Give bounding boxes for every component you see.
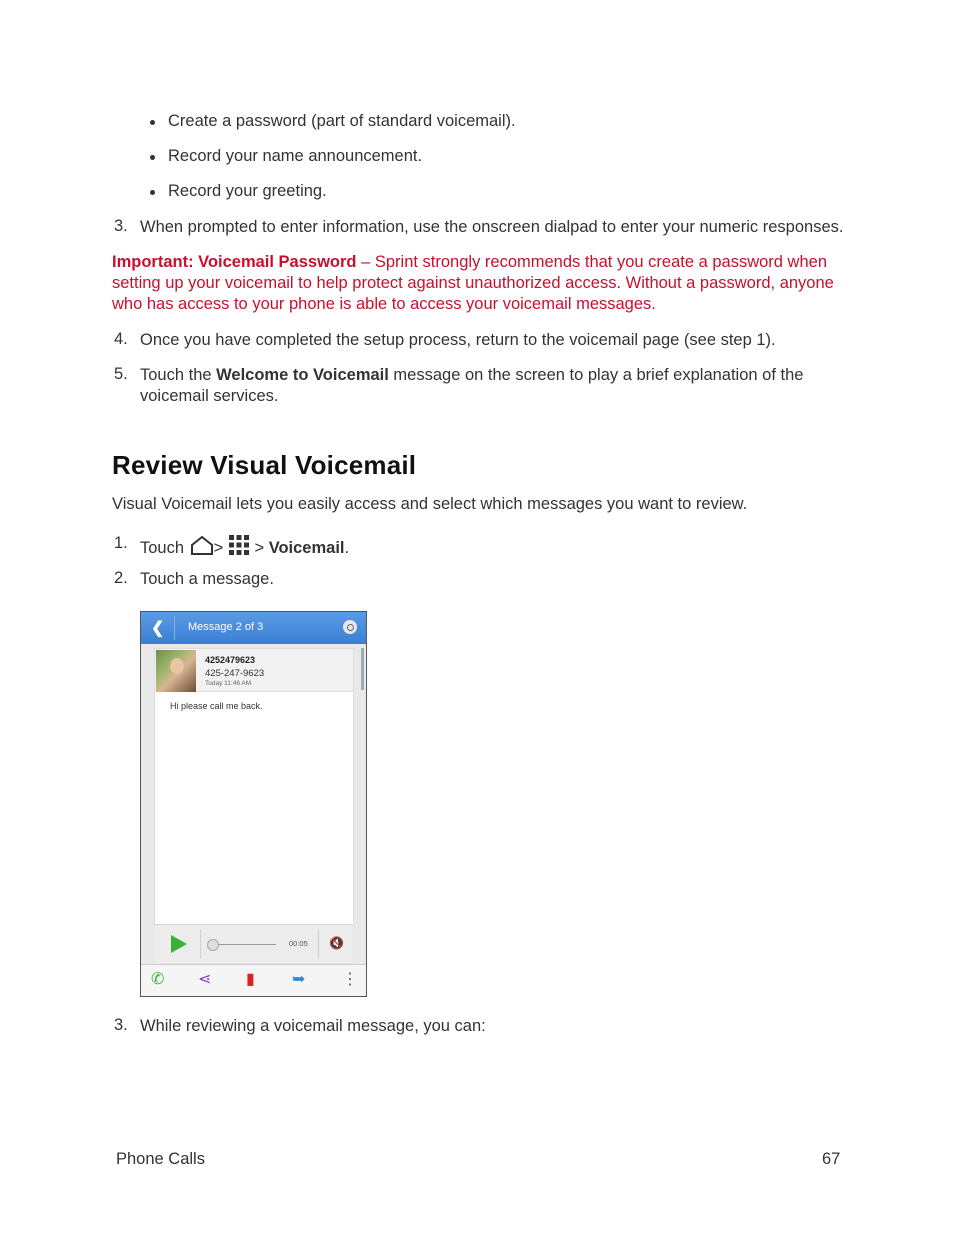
step-text	[140, 534, 840, 559]
caller-number: 4252479623	[205, 655, 256, 665]
call-icon[interactable]: ✆	[151, 971, 165, 988]
section-heading: Review Visual Voicemail	[112, 450, 417, 480]
step-text-pre: Touch the	[140, 366, 217, 384]
step-text-post: .	[344, 539, 350, 557]
step-text: While reviewing a voicemail message, you can:	[140, 1017, 486, 1035]
step-number: 5.	[114, 365, 128, 383]
scrollbar[interactable]	[361, 648, 364, 690]
step-text-post: message on the screen to play a brief explanation of the voicemail services.	[140, 366, 804, 405]
step-number: 1.	[114, 534, 128, 552]
header-divider	[174, 616, 175, 640]
step-number: 4.	[114, 330, 128, 348]
step-number: 3.	[114, 217, 128, 235]
message-counter: Message 2 of 3	[188, 621, 264, 633]
back-icon[interactable]: ❮	[151, 620, 165, 637]
separator-gt: >	[254, 539, 265, 557]
more-menu-icon[interactable]: ⋮	[342, 971, 358, 988]
bullet-dot	[150, 155, 155, 160]
search-icon[interactable]	[343, 620, 357, 634]
bullet-text: Record your greeting.	[168, 182, 327, 200]
step-number: 2.	[114, 569, 128, 587]
step-text: When prompted to enter information, use the onscreen dialpad to enter your numeric responses.	[140, 218, 844, 236]
phone-header-bar	[141, 612, 366, 644]
step-text: Touch a message.	[140, 570, 274, 588]
important-note	[112, 252, 847, 315]
step-number: 3.	[114, 1016, 128, 1034]
footer-section: Phone Calls	[116, 1150, 205, 1168]
home-icon	[190, 535, 214, 555]
apps-grid-icon	[228, 534, 250, 556]
voicemail-screenshot	[140, 611, 367, 997]
step-text	[140, 365, 830, 407]
page-number: 67	[822, 1150, 841, 1168]
caller-formatted-number: 425-247-9623	[205, 668, 265, 679]
contact-photo	[156, 650, 196, 692]
important-label: Important: Voicemail Password	[112, 253, 357, 271]
playback-time: 00:05	[289, 939, 308, 948]
action-bar	[141, 964, 366, 997]
message-card[interactable]	[154, 648, 354, 926]
delete-icon[interactable]: ▮	[246, 971, 255, 988]
message-timestamp: Today 11:46 AM	[205, 680, 252, 687]
player-divider	[200, 929, 201, 959]
audio-player	[154, 924, 352, 963]
welcome-to-voicemail: Welcome to Voicemail	[216, 366, 389, 384]
bullet-dot	[150, 120, 155, 125]
speaker-mute-icon[interactable]: 🔇	[329, 936, 344, 950]
separator-gt: >	[213, 539, 224, 557]
bullet-text: Record your name announcement.	[168, 147, 423, 165]
bullet-dot	[150, 190, 155, 195]
important-text: – Sprint strongly recommends that you create a password when setting up your voicemail to help protect against unauthorized access. Without a password, anyone who has access to your phone is able to access your voicemail messages.	[112, 253, 834, 313]
reply-icon[interactable]: ➥	[292, 971, 306, 988]
caller-header	[155, 649, 353, 692]
seek-knob[interactable]	[207, 939, 219, 951]
step-text-pre: Touch	[140, 539, 185, 557]
play-icon[interactable]	[171, 935, 187, 953]
message-transcript: Hi please call me back.	[170, 701, 263, 711]
share-icon[interactable]: ⋖	[198, 971, 212, 988]
bullet-text: Create a password (part of standard voicemail).	[168, 112, 516, 130]
voicemail-label: Voicemail	[268, 539, 345, 557]
step-text: Once you have completed the setup process, return to the voicemail page (see step 1).	[140, 331, 776, 349]
seek-track[interactable]	[210, 944, 276, 945]
intro-paragraph: Visual Voicemail lets you easily access and select which messages you want to review.	[112, 495, 748, 513]
player-divider	[318, 929, 319, 959]
